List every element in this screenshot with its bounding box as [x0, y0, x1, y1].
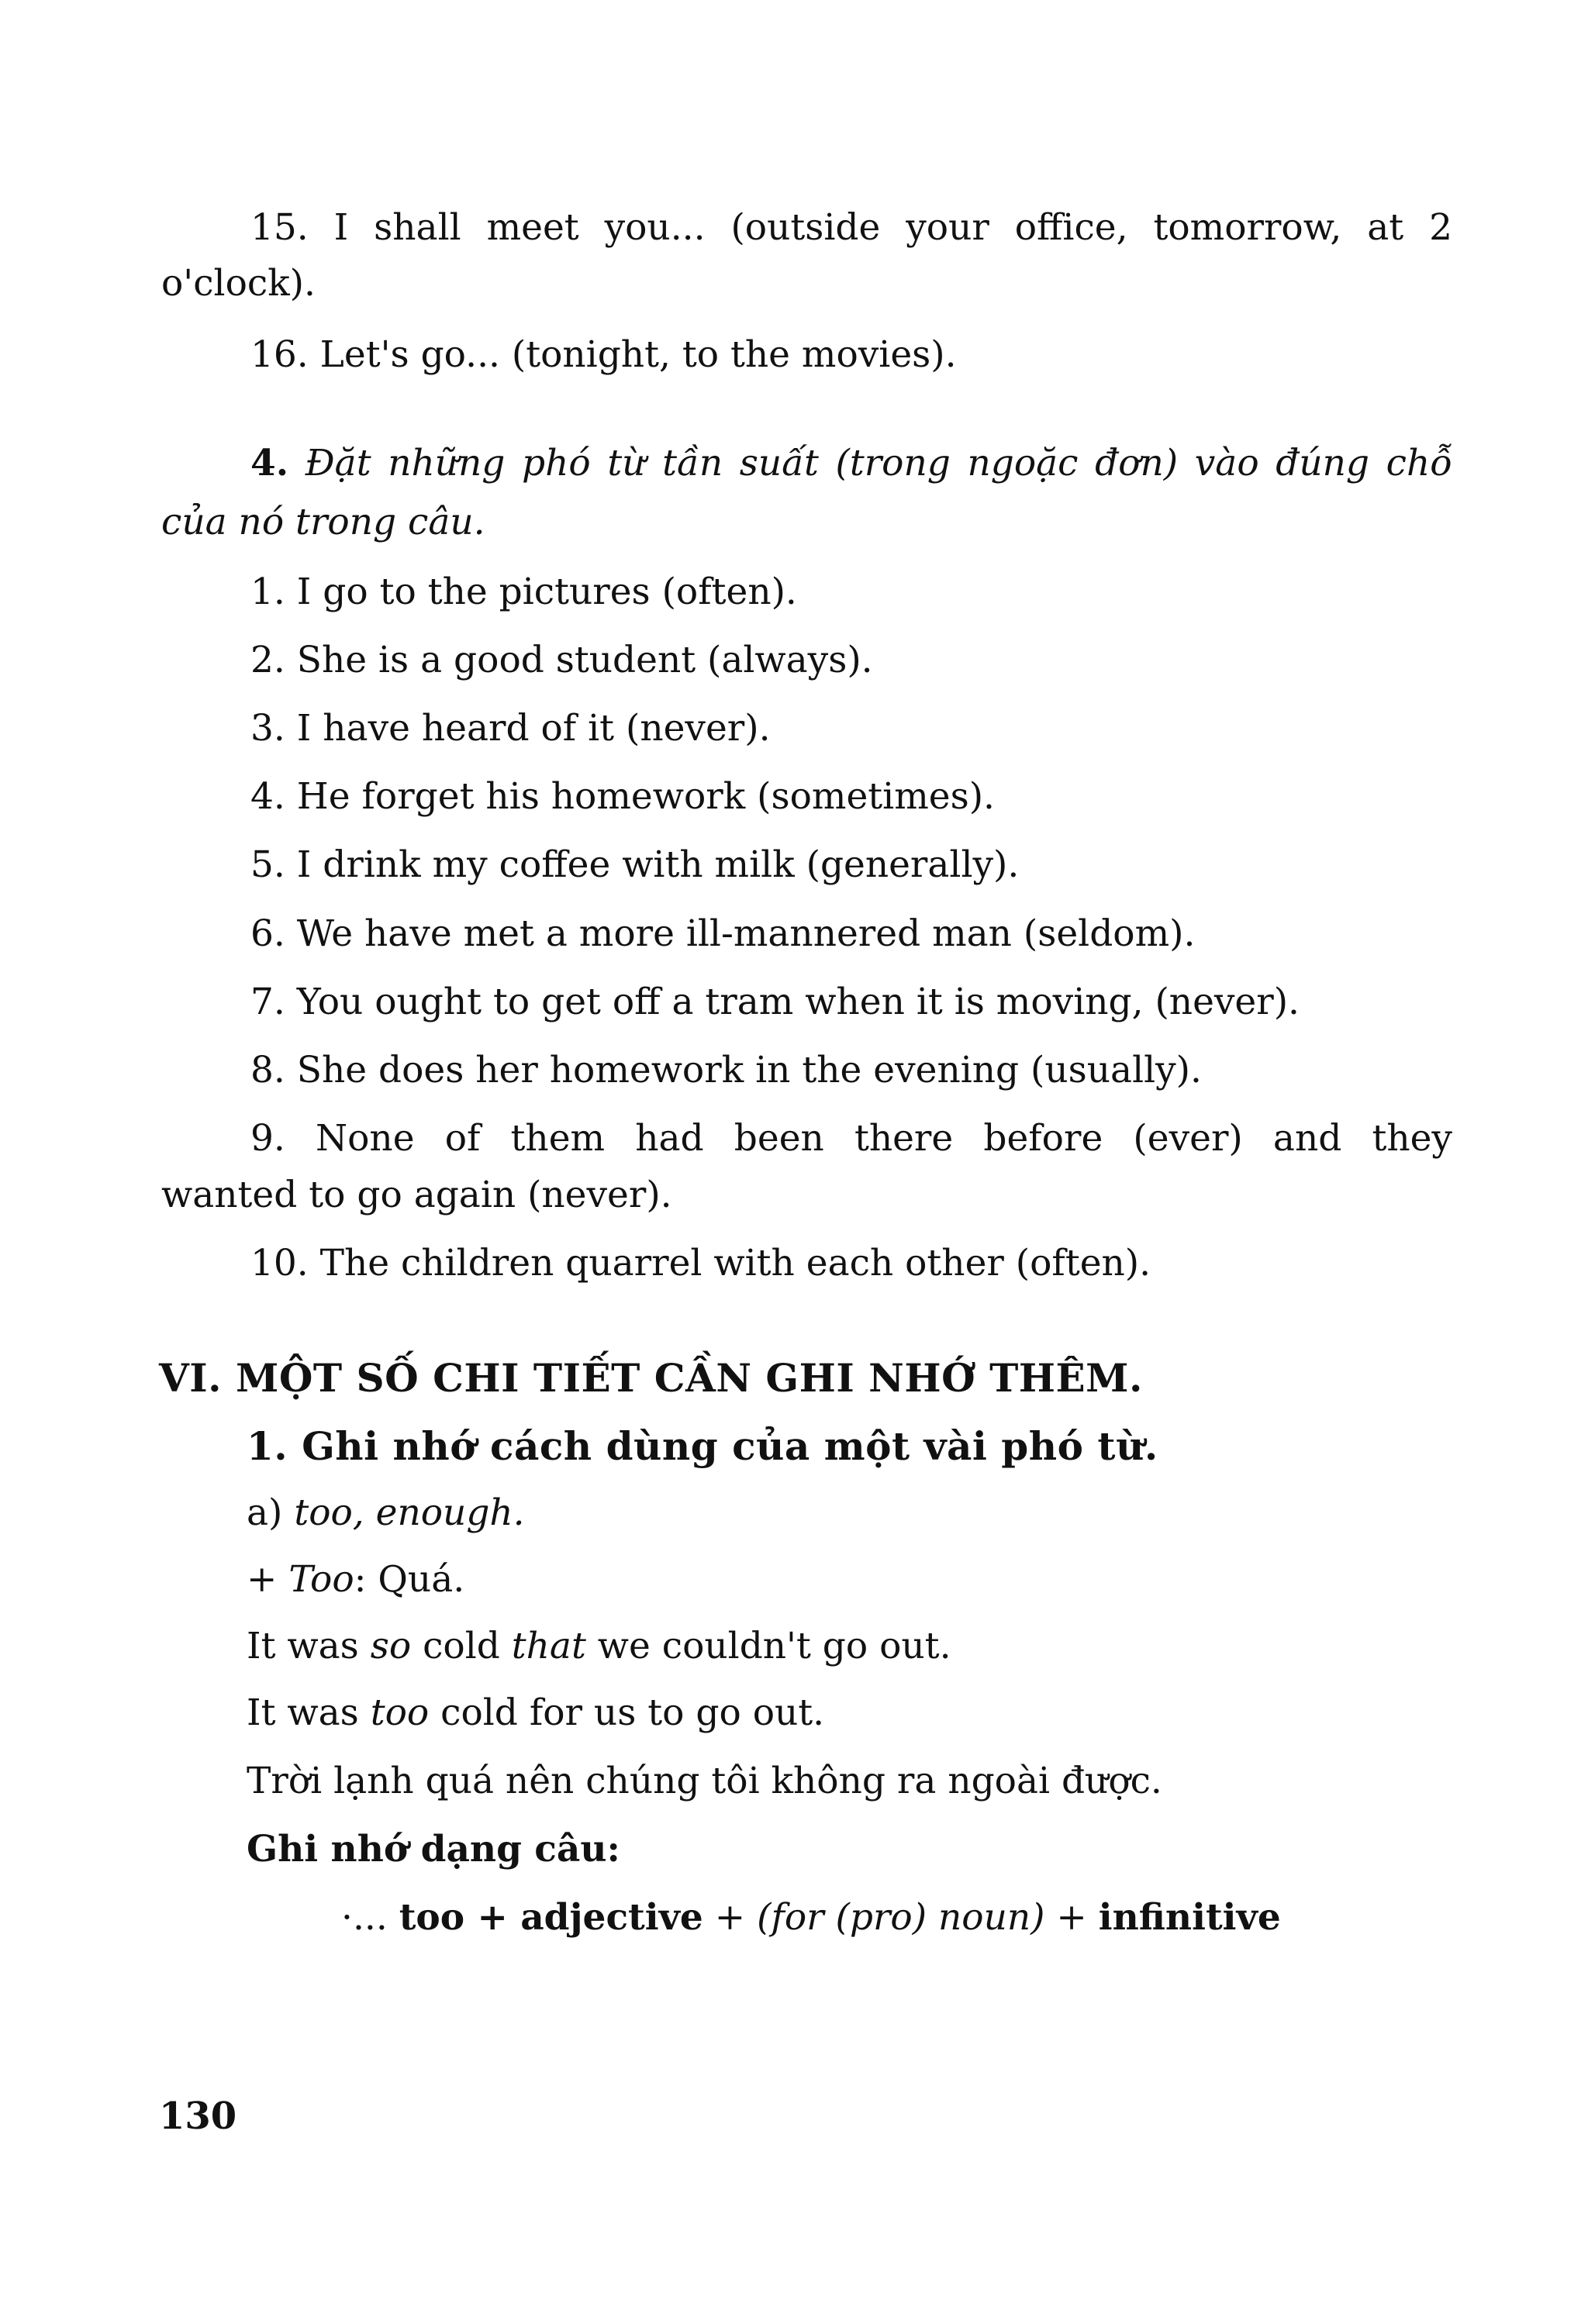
too-meaning: : Quá.	[354, 1558, 465, 1601]
too-definition	[247, 1557, 464, 1603]
exercise-4-item-7: 7. You ought to get off a tram when it is moving, (never).	[250, 981, 1300, 1023]
example-2-part-b: cold for us to go out.	[429, 1691, 825, 1734]
exercise-3-item-15-line-2: o'clock).	[161, 262, 316, 305]
example-1-part-b: cold	[411, 1625, 512, 1667]
pattern-infinitive: infinitive	[1098, 1896, 1281, 1939]
pattern-formula	[341, 1895, 1281, 1941]
exercise-4-item-3: 3. I have heard of it (never).	[250, 707, 771, 750]
pattern-plus-1: +	[703, 1896, 758, 1939]
exercise-4-item-2: 2. She is a good student (always).	[250, 639, 873, 681]
exercise-4-instruction-text: Đặt những phó từ tần suất (trong ngoặc đơn) vào đúng chỗ	[305, 442, 1452, 484]
exercise-4-instruction-line-1	[250, 440, 1452, 487]
exercise-4-item-1: 1. I go to the pictures (often).	[250, 571, 797, 613]
part-a-letter: a)	[247, 1491, 295, 1534]
exercise-4-item-5: 5. I drink my coffee with milk (generally).	[250, 843, 1020, 886]
example-so-that	[247, 1623, 951, 1670]
example-2-too: too	[370, 1691, 430, 1734]
example-1-part-c: we couldn't go out.	[585, 1625, 951, 1667]
exercise-4-item-8: 8. She does her homework in the evening (usually).	[250, 1049, 1202, 1091]
example-too	[247, 1690, 824, 1736]
exercise-4-item-4: 4. He forget his homework (sometimes).	[250, 775, 995, 818]
exercise-3-item-16: 16. Let's go... (tonight, to the movies).	[250, 333, 957, 376]
pattern-label: Ghi nhớ dạng câu:	[247, 1828, 620, 1871]
exercise-4-item-6: 6. We have met a more ill-mannered man (seldom).	[250, 912, 1196, 955]
too-word: Too	[288, 1558, 354, 1601]
pattern-dots: ·...	[341, 1896, 399, 1939]
part-a-label	[247, 1490, 525, 1536]
section-6-subheading: 1. Ghi nhớ cách dùng của một vài phó từ.	[247, 1423, 1158, 1469]
section-6-heading: VI. MỘT SỐ CHI TIẾT CẦN GHI NHỚ THÊM.	[159, 1355, 1143, 1401]
too-plus: +	[247, 1558, 289, 1601]
example-translation: Trời lạnh quá nên chúng tôi không ra ngoài được.	[247, 1760, 1162, 1802]
example-1-that: that	[511, 1625, 586, 1667]
example-1-so: so	[370, 1625, 412, 1667]
example-2-part-a: It was	[247, 1691, 371, 1734]
exercise-4-number: 4.	[250, 442, 289, 484]
pattern-for-noun: (for (pro) noun)	[757, 1896, 1045, 1939]
pattern-plus-2: +	[1044, 1896, 1099, 1939]
exercise-4-instruction-line-2: của nó trong câu.	[161, 501, 485, 543]
exercise-4-item-9-line-2: wanted to go again (never).	[161, 1174, 672, 1216]
exercise-4-item-10: 10. The children quarrel with each other (often).	[250, 1242, 1151, 1284]
exercise-3-item-15-line-1: 15. I shall meet you... (outside your office, tomorrow, at 2	[250, 206, 1452, 249]
page-number: 130	[159, 2095, 237, 2138]
part-a-words: too, enough.	[294, 1491, 525, 1534]
example-1-part-a: It was	[247, 1625, 371, 1667]
pattern-too-adjective: too + adjective	[399, 1896, 703, 1939]
exercise-4-item-9-line-1: 9. None of them had been there before (ever) and they	[250, 1117, 1452, 1160]
